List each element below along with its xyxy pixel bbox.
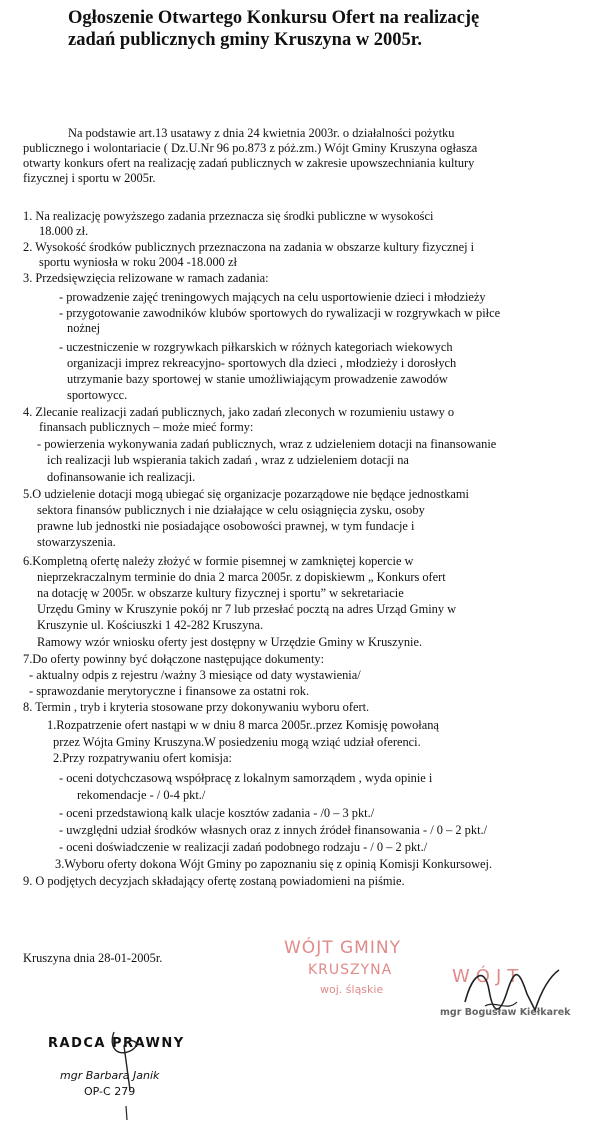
list-line: ich realizacji lub wspierania takich zadań , wraz z udzieleniem dotacji na: [47, 453, 409, 467]
list-line: - powierzenia wykonywania zadań publicznych, wraz z udzieleniem dotacji na finansowanie: [37, 437, 497, 451]
list-line: 5.O udzielenie dotacji mogą ubiegać się organizacje pozarządowe nie będące jednostkami: [23, 487, 469, 501]
intro-line: publicznego i wolontariacie ( Dz.U.Nr 96 po.873 z póż.zm.) Wójt Gminy Kruszyna ogłasza: [23, 141, 478, 155]
stamp-line: KRUSZYNA: [308, 962, 393, 978]
list-line: Kruszynie ul. Kościuszki 1 42-282 Kruszyna.: [37, 618, 264, 632]
list-line: 2.Przy rozpatrywaniu ofert komisja:: [53, 751, 232, 765]
document-title-line-1: Ogłoszenie Otwartego Konkursu Ofert na realizację: [68, 8, 480, 28]
list-line: - uwzględni udział środków własnych oraz z innych źródeł finansowania - / 0 – 2 pkt./: [59, 823, 488, 837]
list-line: - prowadzenie zajęć treningowych mających na celu usportowienie dzieci i młodzieży: [59, 290, 486, 304]
intro-line: fizycznej i sportu w 2005r.: [23, 171, 156, 185]
list-line: 1. Na realizację powyższego zadania przeznacza się środki publiczne w wysokości: [23, 209, 434, 223]
intro-line: Na podstawie art.13 usatawy z dnia 24 kwietnia 2003r. o działalności pożytku: [68, 126, 455, 140]
list-line: finansach publicznych – może mieć formy:: [39, 420, 254, 434]
list-line: 3. Przedsięwzięcia relizowane w ramach zadania:: [23, 271, 269, 285]
list-line: nożnej: [67, 321, 101, 335]
document-title-line-2: zadań publicznych gminy Kruszyna w 2005r.: [68, 30, 422, 50]
list-line: - uczestniczenie w rozgrywkach piłkarskich w różnych kategoriach wiekowych: [59, 340, 453, 354]
stamp-title: WÓJT: [452, 966, 525, 987]
list-line: Ramowy wzór wniosku oferty jest dostępny w Urzędzie Gminy w Kruszynie.: [37, 635, 423, 649]
list-line: 3.Wyboru oferty dokona Wójt Gminy po zapoznaniu się z opinią Komisji Konkursowej.: [55, 857, 493, 871]
list-line: Urzędu Gminy w Kruszynie pokój nr 7 lub przesłać pocztą na adres Urząd Gminy w: [37, 602, 457, 616]
list-line: 2. Wysokość środków publicznych przeznaczona na zadania w obszarze kultury fizycznej i: [23, 240, 475, 254]
list-line: 4. Zlecanie realizacji zadań publicznych, jako zadań zleconych w rozumieniu ustawy o: [23, 405, 455, 419]
radca-signature: [70, 1028, 190, 1123]
intro-line: otwarty konkurs ofert na realizację zadań publicznych w zakresie upowszechniania kultury: [23, 156, 475, 170]
list-line: - aktualny odpis z rejestru /ważny 3 miesiące od daty wystawienia/: [29, 668, 361, 682]
list-line: - oceni dotychczasową współpracę z lokalnym samorządem , wyda opinie i: [59, 771, 433, 785]
list-line: 1.Rozpatrzenie ofert nastąpi w w dniu 8 marca 2005r..przez Komisję powołaną: [47, 718, 439, 732]
stamp-title: RADCA PRAWNY: [48, 1036, 185, 1051]
date-line: Kruszyna dnia 28-01-2005r.: [23, 951, 163, 965]
list-line: 18.000 zł.: [39, 224, 89, 238]
list-line: - przygotowanie zawodników klubów sportowych do rywalizacji w rozgrywkach w piłce: [59, 306, 501, 320]
list-line: na dotację w 2005r. w obszarze kultury fizycznej i sportu” w sekretariacie: [37, 586, 404, 600]
list-line: 8. Termin , tryb i kryteria stosowane przy dokonywaniu wyboru ofert.: [23, 700, 370, 714]
stamp-name: mgr Barbara Janik: [60, 1069, 160, 1082]
list-line: sektora finansów publicznych i nie działające w celu osiągnięcia zysku, osoby: [37, 503, 425, 517]
list-line: - oceni przedstawioną kalk ulacje kosztów zadania - /0 – 3 pkt./: [59, 806, 375, 820]
list-line: prawne lub jednostki nie posiadające osobowości prawnej, w tym fundacje i: [37, 519, 415, 533]
stamp-number: OP-C 279: [84, 1085, 136, 1098]
list-line: przez Wójta Gminy Kruszyna.W posiedzeniu mogą wziąć udział oferenci.: [53, 735, 421, 749]
list-line: 7.Do oferty powinny być dołączone następujące dokumenty:: [23, 652, 325, 666]
stamp-line: woj. śląskie: [320, 983, 384, 996]
list-line: - sprawozdanie merytoryczne i finansowe za ostatni rok.: [29, 684, 310, 698]
list-line: sportu wyniosła w roku 2004 -18.000 zł: [39, 255, 237, 269]
stamp-line: WÓJT GMINY: [284, 938, 401, 958]
list-line: - oceni doświadczenie w realizacji zadań podobnego rodzaju - / 0 – 2 pkt./: [59, 840, 428, 854]
list-line: stowarzyszenia.: [37, 535, 116, 549]
list-line: utrzymanie bazy sportowej w stanie umożliwiającym prowadzenie zawodów: [67, 372, 448, 386]
list-line: 6.Kompletną ofertę należy złożyć w formie pisemnej w zamkniętej kopercie w: [23, 554, 414, 568]
list-line: rekomendacje - / 0-4 pkt./: [77, 788, 206, 802]
list-line: nieprzekraczalnym terminie do dnia 2 marca 2005r. z dopiskiewm „ Konkurs ofert: [37, 570, 446, 584]
list-line: dofinansowanie ich realizacji.: [47, 470, 196, 484]
list-line: sportowycc.: [67, 388, 128, 402]
list-line: 9. O podjętych decyzjach składający ofertę zostaną powiadomieni na piśmie.: [23, 874, 405, 888]
stamp-name: mgr Bogusław Kiełkarek: [440, 1007, 571, 1018]
list-line: organizacji imprez rekreacyjno- sportowych dla dzieci , młodzieży i dorosłych: [67, 356, 457, 370]
wojt-signature: [455, 962, 565, 1022]
